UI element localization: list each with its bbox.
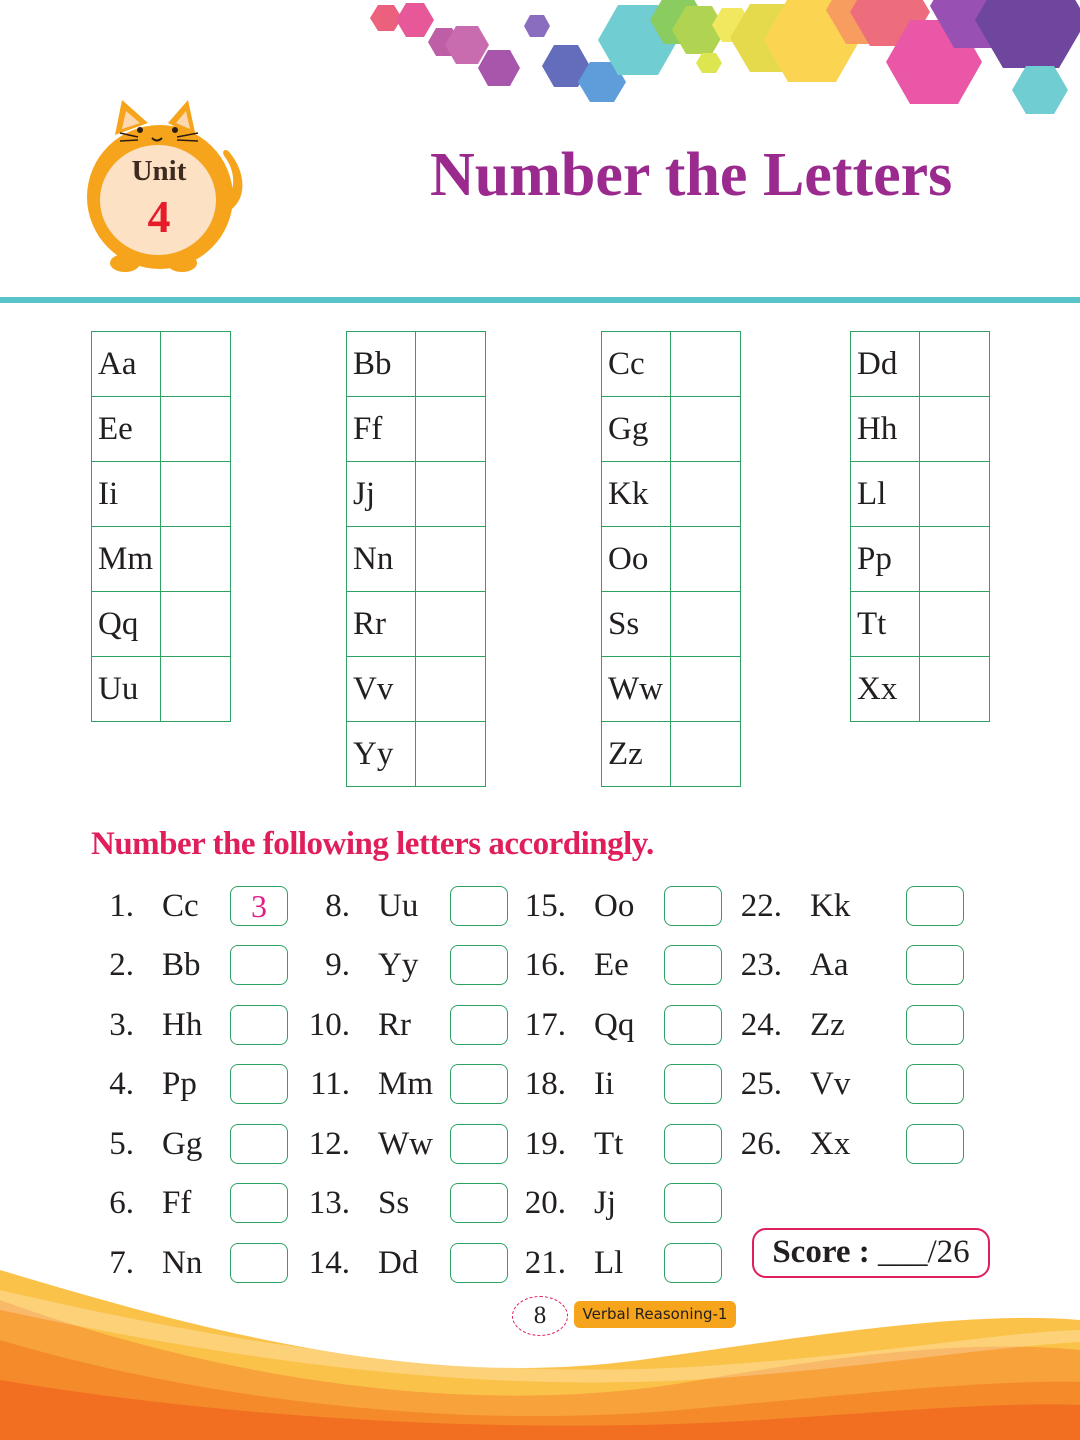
grid-letter: Ll <box>851 462 920 527</box>
question-letter: Bb <box>162 947 201 983</box>
question-letter: Xx <box>810 1126 851 1162</box>
grid-letter: Nn <box>347 527 416 592</box>
grid-letter: Ff <box>347 397 416 462</box>
grid-letter: Yy <box>347 722 416 787</box>
grid-answer-box[interactable] <box>161 462 231 527</box>
grid-letter: Mm <box>92 527 161 592</box>
grid-row <box>602 462 741 527</box>
grid-letter: Cc <box>602 332 671 397</box>
grid-row <box>92 527 231 592</box>
question-number: 26. <box>740 1126 782 1162</box>
grid-letter: Jj <box>347 462 416 527</box>
question-letter: Tt <box>594 1126 624 1162</box>
grid-letter: Ii <box>92 462 161 527</box>
letter-grid-column-2 <box>346 331 486 787</box>
grid-row <box>92 592 231 657</box>
question-letter: Ff <box>162 1185 192 1221</box>
question-number: 15. <box>524 888 566 924</box>
grid-row <box>347 657 486 722</box>
grid-letter: Ss <box>602 592 671 657</box>
grid-answer-box[interactable] <box>161 332 231 397</box>
grid-answer-box[interactable] <box>671 462 741 527</box>
grid-answer-box[interactable] <box>416 332 486 397</box>
answer-box[interactable] <box>230 1183 288 1223</box>
grid-row <box>851 592 990 657</box>
grid-row <box>602 722 741 787</box>
grid-answer-box[interactable] <box>416 462 486 527</box>
answer-box[interactable] <box>664 945 722 985</box>
question-letter: Jj <box>594 1185 617 1221</box>
unit-number: 4 <box>147 191 171 242</box>
question-letter: Cc <box>162 888 199 924</box>
answer-box[interactable] <box>230 1064 288 1104</box>
grid-letter: Oo <box>602 527 671 592</box>
grid-row <box>602 332 741 397</box>
instruction-text: Number the following letters accordingly. <box>91 826 654 862</box>
answer-box[interactable] <box>450 1124 508 1164</box>
grid-letter: Gg <box>602 397 671 462</box>
grid-answer-box[interactable] <box>671 332 741 397</box>
question-number: 18. <box>524 1066 566 1102</box>
grid-letter: Hh <box>851 397 920 462</box>
answer-box[interactable]: 3 <box>230 886 288 926</box>
grid-answer-box[interactable] <box>920 527 990 592</box>
question-letter: Kk <box>810 888 851 924</box>
question-letter: Ii <box>594 1066 615 1102</box>
question-number: 24. <box>740 1007 782 1043</box>
question-letter: Rr <box>378 1007 411 1043</box>
question-letter: Ww <box>378 1126 433 1162</box>
question-letter: Oo <box>594 888 635 924</box>
grid-row <box>347 592 486 657</box>
grid-letter: Tt <box>851 592 920 657</box>
answer-box[interactable] <box>450 945 508 985</box>
grid-answer-box[interactable] <box>161 657 231 722</box>
question-number: 13. <box>308 1185 350 1221</box>
grid-letter: Ee <box>92 397 161 462</box>
grid-row <box>602 657 741 722</box>
grid-answer-box[interactable] <box>161 397 231 462</box>
question-letter: Hh <box>162 1007 203 1043</box>
grid-row <box>347 527 486 592</box>
grid-answer-box[interactable] <box>920 592 990 657</box>
grid-letter: Aa <box>92 332 161 397</box>
grid-answer-box[interactable] <box>161 527 231 592</box>
answer-box[interactable] <box>450 1005 508 1045</box>
grid-letter: Uu <box>92 657 161 722</box>
grid-row <box>602 397 741 462</box>
question-letter: Ee <box>594 947 629 983</box>
question-number: 23. <box>740 947 782 983</box>
grid-answer-box[interactable] <box>671 722 741 787</box>
unit-label: Unit <box>131 155 187 187</box>
grid-letter: Zz <box>602 722 671 787</box>
page-title: Number the Letters <box>430 141 953 209</box>
grid-answer-box[interactable] <box>920 332 990 397</box>
grid-letter: Ww <box>602 657 671 722</box>
question-number: 11. <box>309 1066 350 1102</box>
answer-box[interactable] <box>450 886 508 926</box>
question-number: 4. <box>109 1066 134 1102</box>
question-letter: Ll <box>594 1245 624 1281</box>
grid-answer-box[interactable] <box>920 657 990 722</box>
grid-answer-box[interactable] <box>671 592 741 657</box>
question-number: 10. <box>308 1007 350 1043</box>
question-number: 19. <box>524 1126 566 1162</box>
letter-grid-column-1 <box>91 331 231 722</box>
grid-row <box>92 332 231 397</box>
question-number: 12. <box>308 1126 350 1162</box>
answer-box[interactable] <box>664 1124 722 1164</box>
grid-letter: Kk <box>602 462 671 527</box>
grid-row <box>92 397 231 462</box>
grid-row <box>851 462 990 527</box>
grid-answer-box[interactable] <box>671 657 741 722</box>
question-letter: Uu <box>378 888 419 924</box>
page-number: 8 <box>512 1296 568 1336</box>
question-letter: Dd <box>378 1245 419 1281</box>
grid-row <box>602 527 741 592</box>
grid-row <box>347 332 486 397</box>
grid-row <box>851 397 990 462</box>
grid-letter: Pp <box>851 527 920 592</box>
question-letter: Yy <box>378 947 419 983</box>
grid-row <box>347 397 486 462</box>
question-letter: Nn <box>162 1245 203 1281</box>
grid-letter: Bb <box>347 332 416 397</box>
question-letter: Zz <box>810 1007 845 1043</box>
answer-box[interactable] <box>664 1183 722 1223</box>
grid-answer-box[interactable] <box>416 592 486 657</box>
grid-answer-box[interactable] <box>671 527 741 592</box>
grid-letter: Vv <box>347 657 416 722</box>
question-number: 14. <box>308 1245 350 1281</box>
question-number: 9. <box>325 947 350 983</box>
grid-answer-box[interactable] <box>416 657 486 722</box>
grid-row <box>347 722 486 787</box>
grid-row <box>92 462 231 527</box>
grid-row <box>851 527 990 592</box>
answer-box[interactable] <box>664 1005 722 1045</box>
grid-answer-box[interactable] <box>920 397 990 462</box>
grid-answer-box[interactable] <box>416 722 486 787</box>
grid-letter: Qq <box>92 592 161 657</box>
question-letter: Pp <box>162 1066 197 1102</box>
answer-box[interactable] <box>664 886 722 926</box>
grid-row <box>602 592 741 657</box>
answer-box[interactable] <box>230 1005 288 1045</box>
letter-grid-column-3 <box>601 331 741 787</box>
question-number: 22. <box>740 888 782 924</box>
answer-box[interactable] <box>230 1124 288 1164</box>
letter-grid-column-4 <box>850 331 990 722</box>
score-label: Score : <box>772 1234 870 1270</box>
question-letter: Gg <box>162 1126 203 1162</box>
question-number: 5. <box>109 1126 134 1162</box>
question-number: 16. <box>524 947 566 983</box>
grid-letter: Xx <box>851 657 920 722</box>
question-number: 2. <box>109 947 134 983</box>
grid-row <box>92 657 231 722</box>
question-letter: Vv <box>810 1066 851 1102</box>
answer-box[interactable] <box>450 1183 508 1223</box>
answer-box[interactable] <box>230 945 288 985</box>
grid-letter: Dd <box>851 332 920 397</box>
question-number: 7. <box>109 1245 134 1281</box>
book-title-badge: Verbal Reasoning-1 <box>574 1301 736 1328</box>
question-number: 3. <box>109 1007 134 1043</box>
score-total: /26 <box>927 1234 970 1270</box>
answer-box[interactable] <box>906 886 964 926</box>
grid-letter: Rr <box>347 592 416 657</box>
question-number: 8. <box>325 888 350 924</box>
question-number: 17. <box>524 1007 566 1043</box>
grid-row <box>851 657 990 722</box>
question-number: 6. <box>109 1185 134 1221</box>
question-letter: Ss <box>378 1185 410 1221</box>
question-number: 20. <box>524 1185 566 1221</box>
question-letter: Qq <box>594 1007 635 1043</box>
answer-box[interactable] <box>664 1064 722 1104</box>
answer-box[interactable] <box>906 1124 964 1164</box>
grid-row <box>347 462 486 527</box>
grid-row <box>851 332 990 397</box>
question-letter: Aa <box>810 947 849 983</box>
grid-answer-box[interactable] <box>416 397 486 462</box>
score-blank[interactable]: ___ <box>878 1234 928 1270</box>
answer-box[interactable] <box>906 1064 964 1104</box>
grid-answer-box[interactable] <box>416 527 486 592</box>
answer-box[interactable] <box>906 945 964 985</box>
question-number: 1. <box>109 888 134 924</box>
question-number: 21. <box>524 1245 566 1281</box>
grid-answer-box[interactable] <box>671 397 741 462</box>
header-divider <box>0 297 1080 303</box>
question-number: 25. <box>740 1066 782 1102</box>
score-box <box>752 1228 990 1278</box>
answer-box[interactable] <box>906 1005 964 1045</box>
question-letter: Mm <box>378 1066 434 1102</box>
grid-answer-box[interactable] <box>161 592 231 657</box>
answer-box[interactable] <box>450 1064 508 1104</box>
grid-answer-box[interactable] <box>920 462 990 527</box>
